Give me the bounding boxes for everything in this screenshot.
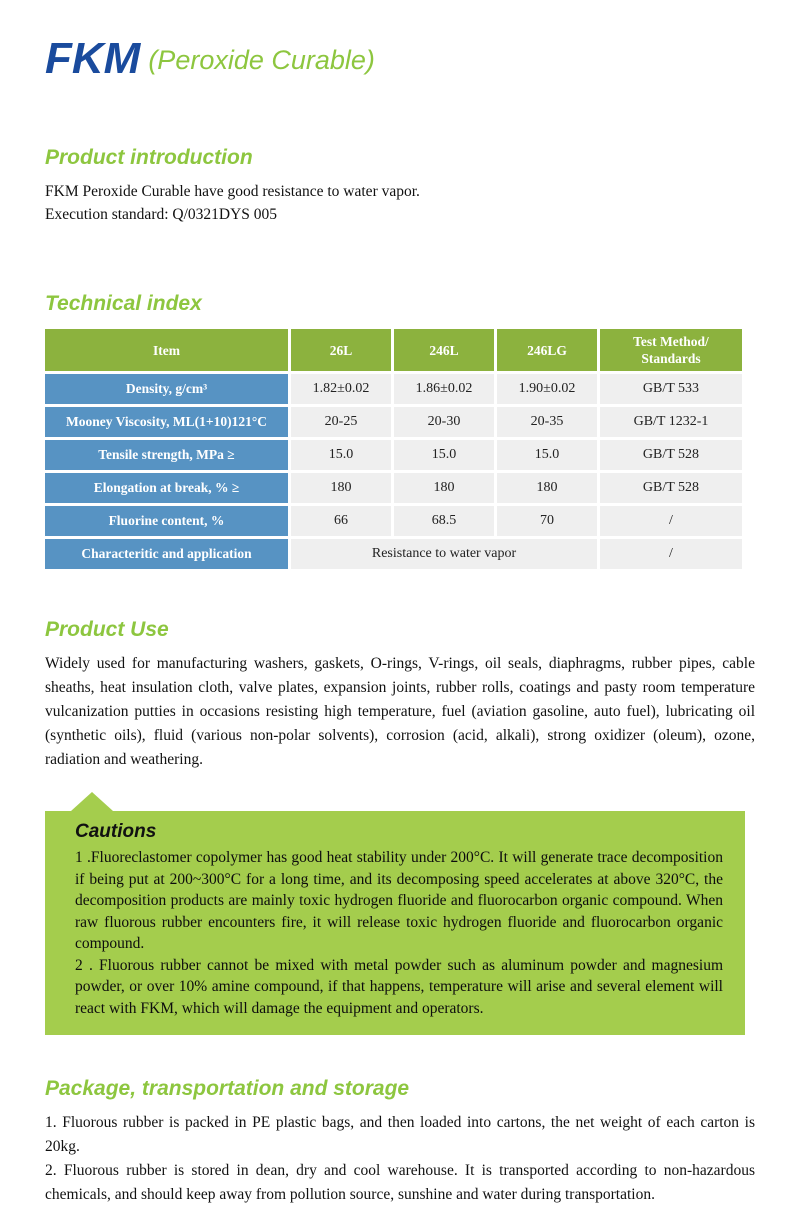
cautions-callout [45,792,745,1035]
package-line: 2. Fluorous rubber is stored in dean, dry and cool warehouse. It is transported according to non-hazardous chemicals, and should keep away from pollution source, sunshine and water during transportation. [45,1162,755,1203]
cell-method: GB/T 528 [600,440,742,470]
cell-value: 66 [291,506,391,536]
section-package-transport-storage [45,1077,755,1207]
cell-value: 20-25 [291,407,391,437]
header-test-method: Test Method/ Standards [600,329,742,371]
cell-value: 68.5 [394,506,494,536]
table-row [45,440,742,470]
product-use-text: Widely used for manufacturing washers, gaskets, O-rings, V-rings, oil seals, diaphragms, rubber pipes, cable sheaths, heat insulation cloth, valve plates, expansion joints, rubber rolls, coatings and pasty room temperature vulcanization putties in occasions resisting high temperature, fuel (aviation gasoline, auto fuel), lubricating oil (synthetic oils), fluid (various non-polar solvents), corrosion (acid, alkali), strong oxidizer (oleum), ozone, radiation and weathering. [45,655,755,768]
header-grade-246l: 246L [394,329,494,371]
table-row [45,506,742,536]
cell-value: 180 [291,473,391,503]
technical-index-table [42,326,745,572]
cell-value: 15.0 [291,440,391,470]
table-row [45,407,742,437]
brand-subtitle: (Peroxide Curable) [148,45,375,75]
row-label: Mooney Viscosity, ML(1+10)121°C [45,407,288,437]
package-line: 1. Fluorous rubber is packed in PE plastic bags, and then loaded into cartons, the net weight of each carton is 20kg. [45,1114,755,1155]
brand-logo: FKM [45,34,141,83]
section-product-introduction [45,146,755,226]
section-product-use [45,618,755,772]
callout-pointer-icon [71,792,113,811]
cell-value: 1.86±0.02 [394,374,494,404]
caution-item: 2 . Fluorous rubber cannot be mixed with metal powder such as aluminum powder and magnesium powder, or over 10% amine compound, if that happens, temperature will arise and several element will react with FKM, which will damage the equipment and operators. [75,956,723,1017]
cell-value: 180 [497,473,597,503]
cell-method: GB/T 528 [600,473,742,503]
cell-value: 15.0 [497,440,597,470]
table-row [45,374,742,404]
table-row [45,473,742,503]
header-grade-246lg: 246LG [497,329,597,371]
cell-value: 1.90±0.02 [497,374,597,404]
cell-method: GB/T 1232-1 [600,407,742,437]
introduction-line: FKM Peroxide Curable have good resistance to water vapor. [45,183,420,200]
cell-value: 1.82±0.02 [291,374,391,404]
cautions-title: Cautions [75,821,157,842]
cell-value: 70 [497,506,597,536]
cell-method: / [600,506,742,536]
product-use-title: Product Use [45,618,169,641]
header-grade-26l: 26L [291,329,391,371]
cell-value: 20-30 [394,407,494,437]
row-label: Elongation at break, % ≥ [45,473,288,503]
table-row [45,539,742,569]
section-technical-index [45,292,755,572]
package-title: Package, transportation and storage [45,1077,410,1100]
cell-span-value: Resistance to water vapor [291,539,597,569]
technical-index-title: Technical index [45,292,202,315]
row-label: Density, g/cm³ [45,374,288,404]
caution-item: 1 .Fluoreclastomer copolymer has good heat stability under 200°C. It will generate trace decomposition if being put at 200~300°C for a long time, and its decomposing speed accelerates at above 320°C, the decomposition products are mainly toxic hydrogen fluoride and fluorocarbon organic compound. When raw fluorous rubber encounters fire, it will release toxic hydrogen fluoride and fluorocarbon organic compound. [75,849,723,952]
header-item: Item [45,329,288,371]
cell-value: 20-35 [497,407,597,437]
cell-value: 15.0 [394,440,494,470]
row-label: Characteritic and application [45,539,288,569]
cautions-box [45,811,745,1035]
cell-value: 180 [394,473,494,503]
row-label: Tensile strength, MPa ≥ [45,440,288,470]
introduction-line: Execution standard: Q/0321DYS 005 [45,206,278,223]
row-label: Fluorine content, % [45,506,288,536]
cell-method: GB/T 533 [600,374,742,404]
cell-method: / [600,539,742,569]
table-header-row [45,329,742,371]
brand-header [45,36,755,82]
product-introduction-title: Product introduction [45,146,253,169]
